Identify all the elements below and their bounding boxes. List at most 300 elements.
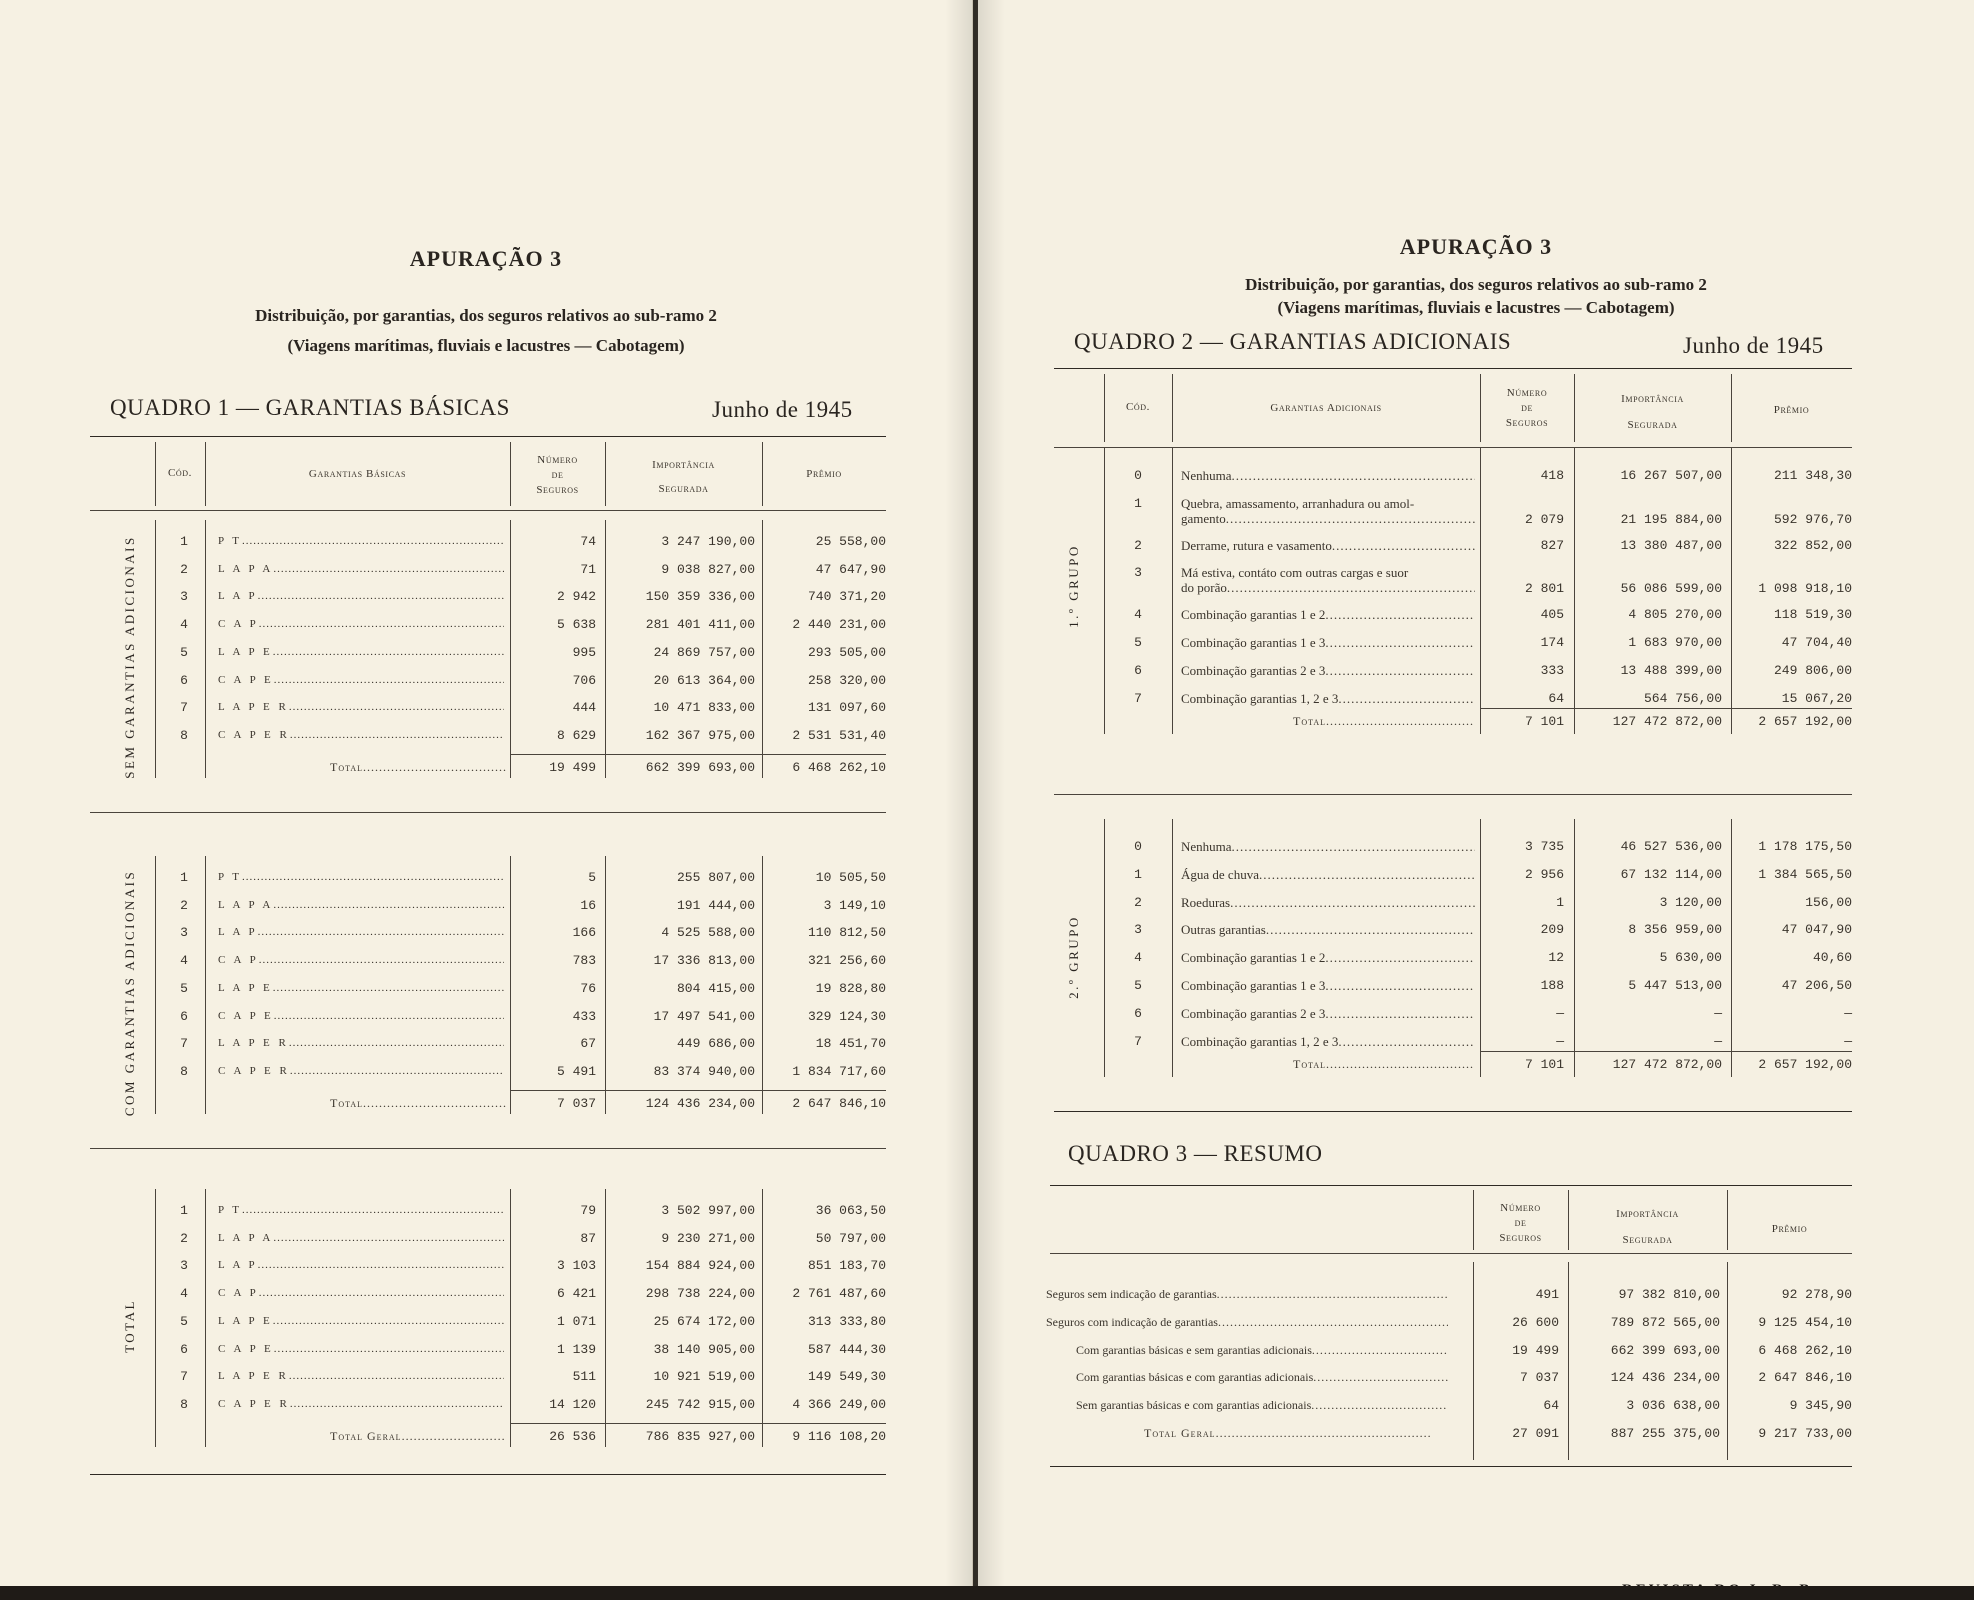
row-importancia: 38 140 905,00 xyxy=(653,1341,755,1357)
row-premio: 1 178 175,50 xyxy=(1758,839,1852,854)
row-label: C A P E R ..... xyxy=(218,1398,504,1410)
section-rule xyxy=(90,1148,886,1149)
row-premio: 10 505,50 xyxy=(815,870,886,885)
row-description: Combinação garantias 1, 2 e 3 ..... xyxy=(1181,1034,1475,1050)
row-numero: 64 xyxy=(1548,690,1564,706)
row-premio: — xyxy=(1844,1033,1852,1049)
row-premio: 1 384 565,50 xyxy=(1758,866,1852,882)
row-importancia: 281 401 411,00 xyxy=(645,617,755,633)
row-cod: 8 xyxy=(180,1396,188,1412)
row-importancia: 9 230 271,00 xyxy=(661,1230,755,1246)
row-cod: 3 xyxy=(180,589,188,605)
row-premio: 18 451,70 xyxy=(815,1036,886,1052)
row-importancia: 5 447 513,00 xyxy=(1628,978,1722,993)
summary-label: Com garantias básicas e com garantias adicionais ..... xyxy=(1076,1370,1448,1385)
row-premio: 329 124,30 xyxy=(807,1008,886,1024)
col-divider xyxy=(1574,448,1575,734)
summary-label: Com garantias básicas e sem garantias adicionais ..... xyxy=(1076,1343,1448,1358)
total-rule xyxy=(510,1423,886,1424)
row-label: L A P ..... xyxy=(218,926,504,938)
row-label: P T ..... xyxy=(218,871,504,883)
row-numero: 16 xyxy=(580,897,596,913)
row-description: Água de chuva ..... xyxy=(1181,867,1475,883)
row-premio: 19 828,80 xyxy=(815,980,886,996)
row-description: Combinação garantias 1 e 2 ..... xyxy=(1181,950,1475,966)
summary-total-premio: 9 217 733,00 xyxy=(1758,1426,1852,1441)
row-numero: 444 xyxy=(572,700,596,716)
row-importancia: 13 488 399,00 xyxy=(1620,662,1722,678)
row-cod: 2 xyxy=(1134,537,1142,553)
summary-importancia: 662 399 693,00 xyxy=(1610,1342,1720,1358)
col-divider xyxy=(1731,819,1732,1077)
row-label: L A P A ..... xyxy=(218,563,504,575)
row-cod: 6 xyxy=(180,1008,188,1024)
summary-numero: 19 499 xyxy=(1512,1342,1559,1358)
total-rule xyxy=(1480,708,1852,709)
col-divider xyxy=(155,520,156,778)
row-description: Combinação garantias 2 e 3 ..... xyxy=(1181,1006,1475,1022)
row-premio: 110 812,50 xyxy=(807,925,886,941)
quadro1-top-rule xyxy=(90,436,886,437)
row-numero: — xyxy=(1556,1005,1564,1021)
left-page xyxy=(0,0,973,1600)
col-divider xyxy=(155,1189,156,1447)
row-numero: 67 xyxy=(580,1036,596,1052)
row-cod: 7 xyxy=(180,1369,188,1385)
row-importancia: 5 630,00 xyxy=(1659,950,1722,966)
summary-numero: 491 xyxy=(1535,1287,1559,1302)
quadro2-title: QUADRO 2 — GARANTIAS ADICIONAIS xyxy=(1074,329,1512,354)
row-cod: 4 xyxy=(180,953,188,969)
row-numero: 166 xyxy=(572,925,596,941)
row-cod: 5 xyxy=(1134,978,1142,993)
header-numero: Número de Seguros xyxy=(536,454,579,496)
right-title: APURAÇÃO 3 xyxy=(1399,234,1553,259)
col-divider xyxy=(205,520,206,778)
row-label: C A P ..... xyxy=(218,618,504,630)
row-numero: 433 xyxy=(572,1008,596,1024)
row-numero: 74 xyxy=(580,534,596,549)
row-premio: 321 256,60 xyxy=(807,953,886,969)
row-premio: 592 976,70 xyxy=(1773,511,1852,527)
q3-header-importancia: Importância Segurada xyxy=(1616,1208,1679,1246)
row-cod: 6 xyxy=(1134,1005,1142,1021)
row-cod: 2 xyxy=(180,897,188,913)
row-numero: 71 xyxy=(580,561,596,577)
total-premio: 2 657 192,00 xyxy=(1758,1057,1852,1073)
row-numero: 333 xyxy=(1540,662,1564,678)
row-description: Derrame, rutura e vasamento ..... xyxy=(1181,538,1475,554)
row-importancia: 4 805 270,00 xyxy=(1628,607,1722,623)
row-description: do porão ..... xyxy=(1181,580,1475,596)
row-numero: 1 071 xyxy=(556,1313,596,1329)
row-cod: 3 xyxy=(1134,922,1142,938)
row-importancia: 298 738 224,00 xyxy=(645,1286,755,1302)
summary-numero: 7 037 xyxy=(1519,1370,1559,1386)
total-rule xyxy=(1480,1051,1852,1052)
row-importancia: 3 247 190,00 xyxy=(661,534,755,549)
row-label: L A P A ..... xyxy=(218,899,504,911)
row-premio: 851 183,70 xyxy=(807,1258,886,1274)
right-page xyxy=(978,0,1974,1600)
row-description: Combinação garantias 1 e 3 ..... xyxy=(1181,978,1475,994)
summary-numero: 64 xyxy=(1543,1398,1559,1414)
row-importancia: 13 380 487,00 xyxy=(1620,537,1722,553)
row-cod: 3 xyxy=(1134,565,1142,581)
row-premio: 258 320,00 xyxy=(807,672,886,688)
row-premio: 36 063,50 xyxy=(815,1203,886,1218)
row-premio: 740 371,20 xyxy=(807,589,886,605)
row-description: Nenhuma ..... xyxy=(1181,468,1475,484)
group-label: 1.º GRUPO xyxy=(1066,544,1081,628)
row-premio: 15 067,20 xyxy=(1781,690,1852,706)
total-numero: 7 101 xyxy=(1524,1057,1564,1073)
total-label: Total ..... xyxy=(330,760,506,775)
row-premio: 156,00 xyxy=(1805,894,1852,910)
header-cod: Cód. xyxy=(1125,401,1151,413)
row-label: C A P E ..... xyxy=(218,1010,504,1022)
row-label: C A P ..... xyxy=(218,954,504,966)
quadro1-header-rule xyxy=(90,510,886,511)
total-numero: 26 536 xyxy=(549,1428,596,1444)
total-label: Total ..... xyxy=(330,1096,506,1111)
row-premio: 249 806,00 xyxy=(1773,662,1852,678)
row-cod: 7 xyxy=(1134,1033,1142,1049)
summary-label: Seguros com indicação de garantias ..... xyxy=(1046,1315,1448,1330)
col-divider xyxy=(205,856,206,1114)
row-numero: 14 120 xyxy=(549,1396,596,1412)
row-cod: 5 xyxy=(180,980,188,996)
q3-header-premio: Prêmio xyxy=(1771,1223,1808,1235)
row-importancia: 3 502 997,00 xyxy=(661,1203,755,1218)
quadro3-header-rule xyxy=(1050,1253,1852,1254)
row-cod: 8 xyxy=(180,1063,188,1079)
row-label: C A P ..... xyxy=(218,1287,504,1299)
quadro1-title: QUADRO 1 — GARANTIAS BÁSICAS xyxy=(110,395,510,420)
row-label: L A P E ..... xyxy=(218,646,504,658)
summary-premio: 6 468 262,10 xyxy=(1758,1342,1852,1358)
row-premio: 47 047,90 xyxy=(1781,922,1852,938)
row-numero: 2 942 xyxy=(556,589,596,605)
row-numero: 3 735 xyxy=(1524,839,1564,854)
total-rule xyxy=(510,1090,886,1091)
row-description: Outras garantias ..... xyxy=(1181,922,1475,938)
row-description: Combinação garantias 2 e 3 ..... xyxy=(1181,663,1475,679)
row-premio: 47 704,40 xyxy=(1781,635,1852,650)
quadro2-group-rule xyxy=(1054,794,1852,795)
quadro1-bottom-rule xyxy=(90,1474,886,1475)
col-divider xyxy=(1172,448,1173,734)
total-numero: 7 037 xyxy=(556,1095,596,1111)
scan-edge xyxy=(0,1586,1974,1600)
row-importancia: 4 525 588,00 xyxy=(661,925,755,941)
quadro1-date: Junho de 1945 xyxy=(712,397,853,422)
row-numero: 706 xyxy=(572,672,596,688)
summary-premio: 2 647 846,10 xyxy=(1758,1370,1852,1386)
row-description: Quebra, amassamento, arranhadura ou amol- xyxy=(1181,495,1415,511)
header-cod: Cód. xyxy=(167,467,193,479)
summary-total-label: Total Geral ..... xyxy=(1144,1426,1444,1441)
row-premio: 118 519,30 xyxy=(1773,607,1852,623)
row-label: L A P E R ..... xyxy=(218,1370,504,1382)
quadro2-bottom-rule xyxy=(1054,1111,1852,1112)
row-premio: 211 348,30 xyxy=(1773,468,1852,483)
col-divider xyxy=(1731,448,1732,734)
row-label: L A P E ..... xyxy=(218,1315,504,1327)
row-label: L A P E ..... xyxy=(218,982,504,994)
row-description: Nenhuma ..... xyxy=(1181,839,1475,855)
summary-premio: 9 345,90 xyxy=(1789,1398,1852,1414)
row-importancia: 564 756,00 xyxy=(1643,690,1722,706)
row-numero: 2 801 xyxy=(1524,581,1564,597)
row-cod: 6 xyxy=(180,672,188,688)
row-cod: 4 xyxy=(180,1286,188,1302)
row-importancia: 150 359 336,00 xyxy=(645,589,755,605)
row-label: P T ..... xyxy=(218,535,504,547)
col-divider xyxy=(1473,1262,1474,1460)
row-numero: 188 xyxy=(1540,978,1564,993)
row-description: Má estiva, contáto com outras cargas e suor xyxy=(1181,565,1409,581)
row-importancia: 67 132 114,00 xyxy=(1620,866,1722,882)
row-cod: 8 xyxy=(180,727,188,743)
total-importancia: 662 399 693,00 xyxy=(645,759,755,775)
row-cod: 7 xyxy=(180,700,188,716)
row-label: L A P E R ..... xyxy=(218,1037,504,1049)
header-garantias-adicionais: Garantias Adicionais xyxy=(1270,402,1382,414)
row-cod: 1 xyxy=(180,870,188,885)
summary-premio: 92 278,90 xyxy=(1781,1287,1852,1302)
row-cod: 0 xyxy=(1134,468,1142,483)
row-label: P T ..... xyxy=(218,1204,504,1216)
row-premio: 47 647,90 xyxy=(815,561,886,577)
total-importancia: 786 835 927,00 xyxy=(645,1428,755,1444)
row-label: C A P E R ..... xyxy=(218,1065,504,1077)
header-garantias-basicas: Garantias Básicas xyxy=(308,468,407,480)
row-description: Roeduras ..... xyxy=(1181,895,1475,911)
row-cod: 1 xyxy=(1134,495,1142,511)
row-premio: — xyxy=(1844,1005,1852,1021)
row-cod: 1 xyxy=(180,534,188,549)
row-importancia: 10 471 833,00 xyxy=(653,700,755,716)
row-importancia: 154 884 924,00 xyxy=(645,1258,755,1274)
col-divider xyxy=(1104,819,1105,1077)
summary-label: Sem garantias básicas e com garantias adicionais ..... xyxy=(1076,1398,1448,1413)
row-cod: 6 xyxy=(1134,662,1142,678)
row-importancia: 162 367 975,00 xyxy=(645,727,755,743)
row-importancia: 1 683 970,00 xyxy=(1628,635,1722,650)
row-premio: 1 834 717,60 xyxy=(792,1063,886,1079)
left-title: APURAÇÃO 3 xyxy=(409,246,563,271)
row-numero: 5 xyxy=(588,870,596,885)
row-cod: 2 xyxy=(180,561,188,577)
row-cod: 3 xyxy=(180,925,188,941)
row-cod: 4 xyxy=(1134,950,1142,966)
row-description: Combinação garantias 1, 2 e 3 ..... xyxy=(1181,691,1475,707)
total-premio: 2 657 192,00 xyxy=(1758,714,1852,730)
row-importancia: 21 195 884,00 xyxy=(1620,511,1722,527)
row-description: gamento ..... xyxy=(1181,511,1475,527)
summary-importancia: 97 382 810,00 xyxy=(1618,1287,1720,1302)
row-importancia: 46 527 536,00 xyxy=(1620,839,1722,854)
quadro2-date: Junho de 1945 xyxy=(1683,333,1824,358)
row-importancia: 245 742 915,00 xyxy=(645,1396,755,1412)
header-premio: Prêmio xyxy=(806,468,842,480)
row-label: C A P E ..... xyxy=(218,1343,504,1355)
row-premio: 2 761 487,60 xyxy=(792,1286,886,1302)
col-divider xyxy=(1727,1262,1728,1460)
left-subtitle-2: (Viagens marítimas, fluviais e lacustres — Cabotagem) xyxy=(287,336,685,355)
total-rule xyxy=(510,754,886,755)
header-importancia: Importância Segurada xyxy=(652,459,715,495)
quadro3-top-rule xyxy=(1050,1185,1852,1186)
row-cod: 0 xyxy=(1134,839,1142,854)
row-importancia: 20 613 364,00 xyxy=(653,672,755,688)
row-importancia: 9 038 827,00 xyxy=(661,561,755,577)
right-subtitle-2: (Viagens marítimas, fluviais e lacustres — Cabotagem) xyxy=(1277,298,1675,317)
row-importancia: 16 267 507,00 xyxy=(1620,468,1722,483)
row-importancia: 255 807,00 xyxy=(676,870,755,885)
row-premio: 40,60 xyxy=(1812,950,1852,966)
row-cod: 5 xyxy=(180,644,188,660)
total-premio: 6 468 262,10 xyxy=(792,759,886,775)
row-cod: 4 xyxy=(1134,607,1142,623)
row-premio: 2 531 531,40 xyxy=(792,727,886,743)
row-importancia: 804 415,00 xyxy=(676,980,755,996)
row-premio: 149 549,30 xyxy=(807,1369,886,1385)
row-numero: — xyxy=(1556,1033,1564,1049)
row-cod: 4 xyxy=(180,617,188,633)
row-cod: 2 xyxy=(180,1230,188,1246)
row-premio: 313 333,80 xyxy=(807,1313,886,1329)
row-label: L A P ..... xyxy=(218,1259,504,1271)
row-numero: 2 956 xyxy=(1524,866,1564,882)
row-numero: 79 xyxy=(580,1203,596,1218)
row-premio: 1 098 918,10 xyxy=(1758,581,1852,597)
row-numero: 6 421 xyxy=(556,1286,596,1302)
col-divider xyxy=(1172,819,1173,1077)
total-numero: 19 499 xyxy=(549,759,596,775)
row-numero: 2 079 xyxy=(1524,511,1564,527)
row-numero: 995 xyxy=(572,644,596,660)
row-numero: 5 638 xyxy=(556,617,596,633)
row-importancia: 191 444,00 xyxy=(676,897,755,913)
row-cod: 2 xyxy=(1134,894,1142,910)
row-numero: 12 xyxy=(1548,950,1564,966)
row-premio: 50 797,00 xyxy=(815,1230,886,1246)
total-label: Total ..... xyxy=(1293,1057,1473,1072)
total-label: Total ..... xyxy=(1293,714,1473,729)
row-numero: 76 xyxy=(580,980,596,996)
row-numero: 87 xyxy=(580,1230,596,1246)
row-numero: 511 xyxy=(572,1369,596,1385)
row-importancia: 56 086 599,00 xyxy=(1620,581,1722,597)
right-subtitle-1: Distribuição, por garantias, dos seguros relativos ao sub-ramo 2 xyxy=(1245,275,1707,294)
row-numero: 418 xyxy=(1540,468,1564,483)
left-subtitle-1: Distribuição, por garantias, dos seguros relativos ao sub-ramo 2 xyxy=(255,306,717,325)
quadro2-top-rule xyxy=(1054,368,1852,369)
header-premio: Prêmio xyxy=(1773,404,1810,416)
summary-total-numero: 27 091 xyxy=(1512,1426,1559,1441)
row-importancia: 17 497 541,00 xyxy=(653,1008,755,1024)
row-numero: 8 629 xyxy=(556,727,596,743)
row-numero: 1 xyxy=(1556,894,1564,910)
row-numero: 5 491 xyxy=(556,1063,596,1079)
row-premio: 4 366 249,00 xyxy=(792,1396,886,1412)
col-divider xyxy=(1480,448,1481,734)
section-label: SEM GARANTIAS ADICIONAIS xyxy=(121,535,137,779)
summary-total-importancia: 887 255 375,00 xyxy=(1610,1426,1720,1441)
quadro2-header-rule xyxy=(1054,447,1852,448)
header-numero: Número de Seguros xyxy=(1505,387,1549,429)
row-importancia: 8 356 959,00 xyxy=(1628,922,1722,938)
row-description: Combinação garantias 1 e 3 ..... xyxy=(1181,635,1475,651)
section-label: COM GARANTIAS ADICIONAIS xyxy=(121,869,137,1116)
row-cod: 7 xyxy=(180,1036,188,1052)
row-cod: 1 xyxy=(1134,866,1142,882)
row-numero: 1 139 xyxy=(556,1341,596,1357)
row-label: L A P A ..... xyxy=(218,1232,504,1244)
total-numero: 7 101 xyxy=(1524,714,1564,730)
row-label: C A P E ..... xyxy=(218,674,504,686)
row-premio: 322 852,00 xyxy=(1773,537,1852,553)
row-premio: 587 444,30 xyxy=(807,1341,886,1357)
total-importancia: 124 436 234,00 xyxy=(645,1095,755,1111)
row-description: Combinação garantias 1 e 2 ..... xyxy=(1181,607,1475,623)
row-importancia: — xyxy=(1714,1005,1722,1021)
summary-label: Seguros sem indicação de garantias ..... xyxy=(1046,1287,1448,1302)
row-cod: 1 xyxy=(180,1203,188,1218)
row-importancia: 3 120,00 xyxy=(1659,894,1722,910)
q3-header-numero: Número de Seguros xyxy=(1499,1202,1542,1244)
col-divider xyxy=(1574,819,1575,1077)
row-importancia: 24 869 757,00 xyxy=(653,644,755,660)
row-premio: 2 440 231,00 xyxy=(792,617,886,633)
row-label: L A P ..... xyxy=(218,590,504,602)
total-premio: 9 116 108,20 xyxy=(792,1428,886,1444)
row-importancia: 25 674 172,00 xyxy=(653,1313,755,1329)
total-premio: 2 647 846,10 xyxy=(792,1095,886,1111)
total-label: Total Geral ..... xyxy=(330,1429,506,1444)
row-numero: 3 103 xyxy=(556,1258,596,1274)
row-label: C A P E R ..... xyxy=(218,729,504,741)
row-cod: 6 xyxy=(180,1341,188,1357)
section-label: TOTAL xyxy=(121,1298,137,1353)
col-divider xyxy=(1104,448,1105,734)
col-divider xyxy=(1568,1262,1569,1460)
row-numero: 405 xyxy=(1540,607,1564,623)
summary-importancia: 124 436 234,00 xyxy=(1610,1370,1720,1386)
row-cod: 3 xyxy=(180,1258,188,1274)
row-importancia: 10 921 519,00 xyxy=(653,1369,755,1385)
row-premio: 293 505,00 xyxy=(807,644,886,660)
row-importancia: 449 686,00 xyxy=(676,1036,755,1052)
summary-numero: 26 600 xyxy=(1512,1314,1559,1330)
col-divider xyxy=(155,856,156,1114)
row-cod: 7 xyxy=(1134,690,1142,706)
row-premio: 3 149,10 xyxy=(823,897,886,913)
quadro3-title: QUADRO 3 — RESUMO xyxy=(1068,1141,1323,1166)
header-importancia: Importância Segurada xyxy=(1621,393,1684,431)
row-premio: 131 097,60 xyxy=(807,700,886,716)
col-divider xyxy=(205,1189,206,1447)
total-importancia: 127 472 872,00 xyxy=(1612,714,1722,730)
row-importancia: 17 336 813,00 xyxy=(653,953,755,969)
row-label: L A P E R ..... xyxy=(218,701,504,713)
summary-premio: 9 125 454,10 xyxy=(1758,1314,1852,1330)
group-label: 2.º GRUPO xyxy=(1066,915,1081,999)
section-rule xyxy=(90,812,886,813)
row-importancia: — xyxy=(1714,1033,1722,1049)
